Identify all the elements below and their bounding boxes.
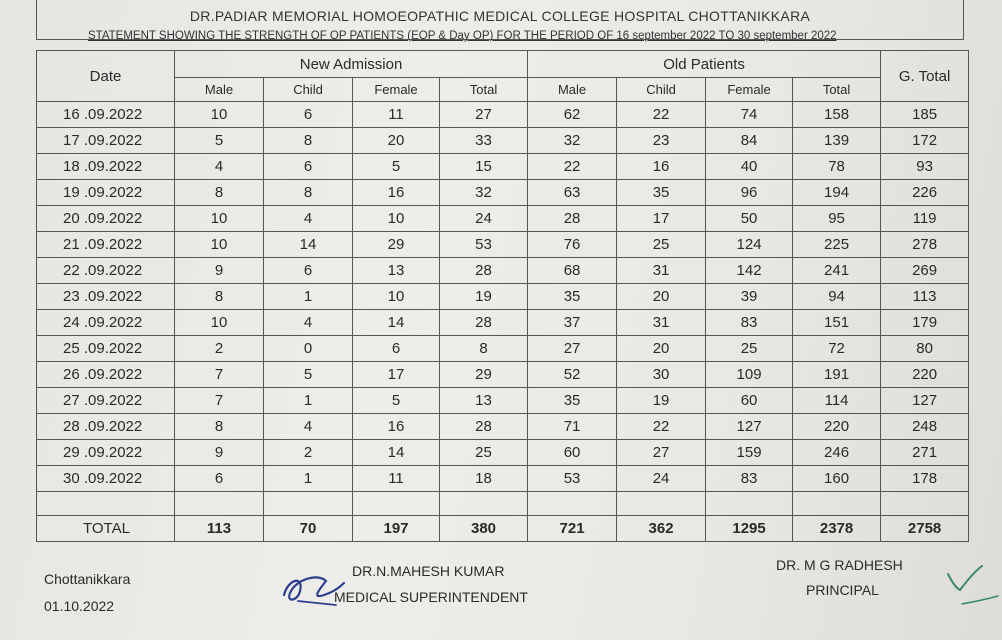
value-cell: 246 <box>793 440 881 466</box>
value-cell: 25 <box>440 440 528 466</box>
value-cell: 241 <box>793 258 881 284</box>
value-cell: 6 <box>264 258 353 284</box>
value-cell: 6 <box>264 102 353 128</box>
value-cell: 83 <box>706 310 793 336</box>
table-row <box>37 102 969 128</box>
value-cell: 31 <box>617 258 706 284</box>
value-cell: 25 <box>706 336 793 362</box>
date-cell: 18 .09.2022 <box>37 154 175 180</box>
empty-cell <box>881 492 969 516</box>
table-row <box>37 180 969 206</box>
empty-cell <box>617 492 706 516</box>
value-cell: 142 <box>706 258 793 284</box>
value-cell: 13 <box>440 388 528 414</box>
value-cell: 80 <box>881 336 969 362</box>
value-cell: 37 <box>528 310 617 336</box>
sub-header: Male <box>175 78 264 102</box>
date-header: Date <box>37 51 175 102</box>
value-cell: 16 <box>617 154 706 180</box>
principal-name: DR. M G RADHESH <box>776 557 903 573</box>
value-cell: 32 <box>528 128 617 154</box>
value-cell: 10 <box>175 206 264 232</box>
empty-cell <box>440 492 528 516</box>
value-cell: 8 <box>175 180 264 206</box>
value-cell: 220 <box>881 362 969 388</box>
empty-cell <box>793 492 881 516</box>
total-value-cell: 113 <box>175 516 264 542</box>
value-cell: 24 <box>617 466 706 492</box>
value-cell: 28 <box>440 258 528 284</box>
table-row <box>37 466 969 492</box>
value-cell: 10 <box>353 284 440 310</box>
value-cell: 5 <box>353 154 440 180</box>
table-row <box>37 388 969 414</box>
value-cell: 5 <box>353 388 440 414</box>
table-row <box>37 414 969 440</box>
empty-row <box>37 492 969 516</box>
total-value-cell: 721 <box>528 516 617 542</box>
value-cell: 20 <box>353 128 440 154</box>
value-cell: 29 <box>353 232 440 258</box>
value-cell: 226 <box>881 180 969 206</box>
value-cell: 271 <box>881 440 969 466</box>
date-cell: 30 .09.2022 <box>37 466 175 492</box>
value-cell: 33 <box>440 128 528 154</box>
value-cell: 179 <box>881 310 969 336</box>
value-cell: 4 <box>175 154 264 180</box>
value-cell: 9 <box>175 258 264 284</box>
value-cell: 93 <box>881 154 969 180</box>
value-cell: 8 <box>264 180 353 206</box>
value-cell: 28 <box>440 414 528 440</box>
value-cell: 4 <box>264 206 353 232</box>
old-patients-header: Old Patients <box>528 51 881 78</box>
value-cell: 20 <box>617 284 706 310</box>
value-cell: 22 <box>617 414 706 440</box>
value-cell: 139 <box>793 128 881 154</box>
value-cell: 24 <box>440 206 528 232</box>
value-cell: 84 <box>706 128 793 154</box>
value-cell: 35 <box>528 388 617 414</box>
value-cell: 76 <box>528 232 617 258</box>
value-cell: 95 <box>793 206 881 232</box>
value-cell: 18 <box>440 466 528 492</box>
approval-tick-mark <box>942 560 1002 610</box>
value-cell: 52 <box>528 362 617 388</box>
value-cell: 27 <box>528 336 617 362</box>
value-cell: 0 <box>264 336 353 362</box>
value-cell: 2 <box>264 440 353 466</box>
date-cell: 19 .09.2022 <box>37 180 175 206</box>
table-row <box>37 258 969 284</box>
value-cell: 172 <box>881 128 969 154</box>
empty-cell <box>528 492 617 516</box>
value-cell: 83 <box>706 466 793 492</box>
value-cell: 1 <box>264 466 353 492</box>
table-row <box>37 336 969 362</box>
sub-header: Female <box>706 78 793 102</box>
value-cell: 278 <box>881 232 969 258</box>
value-cell: 96 <box>706 180 793 206</box>
value-cell: 9 <box>175 440 264 466</box>
empty-cell <box>264 492 353 516</box>
value-cell: 8 <box>175 414 264 440</box>
value-cell: 17 <box>353 362 440 388</box>
date-cell: 28 .09.2022 <box>37 414 175 440</box>
value-cell: 160 <box>793 466 881 492</box>
value-cell: 2 <box>175 336 264 362</box>
value-cell: 29 <box>440 362 528 388</box>
value-cell: 28 <box>440 310 528 336</box>
value-cell: 14 <box>353 310 440 336</box>
date-cell: 20 .09.2022 <box>37 206 175 232</box>
date-cell: 16 .09.2022 <box>37 102 175 128</box>
value-cell: 74 <box>706 102 793 128</box>
table-row <box>37 154 969 180</box>
value-cell: 35 <box>617 180 706 206</box>
value-cell: 124 <box>706 232 793 258</box>
value-cell: 8 <box>440 336 528 362</box>
value-cell: 19 <box>440 284 528 310</box>
value-cell: 185 <box>881 102 969 128</box>
total-value-cell: 197 <box>353 516 440 542</box>
total-value-cell: 362 <box>617 516 706 542</box>
superintendent-title: MEDICAL SUPERINTENDENT <box>334 589 528 605</box>
value-cell: 194 <box>793 180 881 206</box>
value-cell: 71 <box>528 414 617 440</box>
value-cell: 6 <box>264 154 353 180</box>
date-cell: 26 .09.2022 <box>37 362 175 388</box>
value-cell: 10 <box>353 206 440 232</box>
empty-cell <box>37 492 175 516</box>
value-cell: 8 <box>175 284 264 310</box>
value-cell: 6 <box>353 336 440 362</box>
value-cell: 28 <box>528 206 617 232</box>
total-value-cell: 380 <box>440 516 528 542</box>
value-cell: 15 <box>440 154 528 180</box>
empty-cell <box>706 492 793 516</box>
new-admission-header: New Admission <box>175 51 528 78</box>
total-value-cell: 70 <box>264 516 353 542</box>
table-row <box>37 284 969 310</box>
sub-header: Male <box>528 78 617 102</box>
value-cell: 20 <box>617 336 706 362</box>
sub-header: Female <box>353 78 440 102</box>
date-cell: 25 .09.2022 <box>37 336 175 362</box>
value-cell: 32 <box>440 180 528 206</box>
value-cell: 22 <box>617 102 706 128</box>
value-cell: 14 <box>353 440 440 466</box>
value-cell: 109 <box>706 362 793 388</box>
date-cell: 27 .09.2022 <box>37 388 175 414</box>
value-cell: 14 <box>264 232 353 258</box>
value-cell: 16 <box>353 414 440 440</box>
value-cell: 225 <box>793 232 881 258</box>
value-cell: 23 <box>617 128 706 154</box>
value-cell: 94 <box>793 284 881 310</box>
value-cell: 127 <box>706 414 793 440</box>
value-cell: 10 <box>175 310 264 336</box>
table-row <box>37 362 969 388</box>
value-cell: 4 <box>264 414 353 440</box>
principal-title: PRINCIPAL <box>806 582 879 598</box>
value-cell: 178 <box>881 466 969 492</box>
value-cell: 151 <box>793 310 881 336</box>
value-cell: 72 <box>793 336 881 362</box>
value-cell: 30 <box>617 362 706 388</box>
value-cell: 6 <box>175 466 264 492</box>
value-cell: 17 <box>617 206 706 232</box>
value-cell: 220 <box>793 414 881 440</box>
value-cell: 35 <box>528 284 617 310</box>
value-cell: 7 <box>175 362 264 388</box>
op-strength-table <box>36 50 969 542</box>
value-cell: 31 <box>617 310 706 336</box>
footer-place: Chottanikkara <box>44 571 131 587</box>
value-cell: 63 <box>528 180 617 206</box>
total-value-cell: 1295 <box>706 516 793 542</box>
value-cell: 53 <box>440 232 528 258</box>
value-cell: 11 <box>353 102 440 128</box>
value-cell: 53 <box>528 466 617 492</box>
superintendent-name: DR.N.MAHESH KUMAR <box>352 563 505 579</box>
statement-title: STATEMENT SHOWING THE STRENGTH OF OP PATIENTS (EOP & Day OP) FOR THE PERIOD OF 16 september 2022 TO 30 september 2022 <box>88 30 837 42</box>
date-cell: 29 .09.2022 <box>37 440 175 466</box>
value-cell: 62 <box>528 102 617 128</box>
value-cell: 119 <box>881 206 969 232</box>
sub-header: Child <box>617 78 706 102</box>
sub-header: Total <box>440 78 528 102</box>
value-cell: 127 <box>881 388 969 414</box>
value-cell: 158 <box>793 102 881 128</box>
date-cell: 23 .09.2022 <box>37 284 175 310</box>
total-value-cell: 2378 <box>793 516 881 542</box>
date-cell: 17 .09.2022 <box>37 128 175 154</box>
value-cell: 39 <box>706 284 793 310</box>
value-cell: 1 <box>264 388 353 414</box>
date-cell: 24 .09.2022 <box>37 310 175 336</box>
table-row <box>37 128 969 154</box>
total-row <box>37 516 969 542</box>
value-cell: 113 <box>881 284 969 310</box>
table-row <box>37 206 969 232</box>
value-cell: 4 <box>264 310 353 336</box>
total-value-cell: 2758 <box>881 516 969 542</box>
hospital-name: DR.PADIAR MEMORIAL HOMOEOPATHIC MEDICAL COLLEGE HOSPITAL CHOTTANIKKARA <box>189 8 811 24</box>
value-cell: 50 <box>706 206 793 232</box>
value-cell: 13 <box>353 258 440 284</box>
value-cell: 68 <box>528 258 617 284</box>
table-row <box>37 310 969 336</box>
value-cell: 11 <box>353 466 440 492</box>
value-cell: 16 <box>353 180 440 206</box>
sub-header: Total <box>793 78 881 102</box>
date-cell: 22 .09.2022 <box>37 258 175 284</box>
value-cell: 8 <box>264 128 353 154</box>
signature-mark <box>278 565 348 609</box>
total-label: TOTAL <box>37 516 175 542</box>
value-cell: 27 <box>617 440 706 466</box>
value-cell: 10 <box>175 232 264 258</box>
date-cell: 21 .09.2022 <box>37 232 175 258</box>
empty-cell <box>175 492 264 516</box>
value-cell: 60 <box>706 388 793 414</box>
value-cell: 40 <box>706 154 793 180</box>
table-row <box>37 232 969 258</box>
value-cell: 159 <box>706 440 793 466</box>
value-cell: 60 <box>528 440 617 466</box>
grand-total-header: G. Total <box>881 51 969 102</box>
value-cell: 248 <box>881 414 969 440</box>
value-cell: 27 <box>440 102 528 128</box>
footer-date: 01.10.2022 <box>44 598 115 614</box>
value-cell: 114 <box>793 388 881 414</box>
value-cell: 10 <box>175 102 264 128</box>
value-cell: 269 <box>881 258 969 284</box>
value-cell: 191 <box>793 362 881 388</box>
value-cell: 5 <box>264 362 353 388</box>
value-cell: 78 <box>793 154 881 180</box>
table-row <box>37 440 969 466</box>
value-cell: 25 <box>617 232 706 258</box>
value-cell: 1 <box>264 284 353 310</box>
value-cell: 5 <box>175 128 264 154</box>
sub-header: Child <box>264 78 353 102</box>
value-cell: 19 <box>617 388 706 414</box>
value-cell: 22 <box>528 154 617 180</box>
empty-cell <box>353 492 440 516</box>
value-cell: 7 <box>175 388 264 414</box>
